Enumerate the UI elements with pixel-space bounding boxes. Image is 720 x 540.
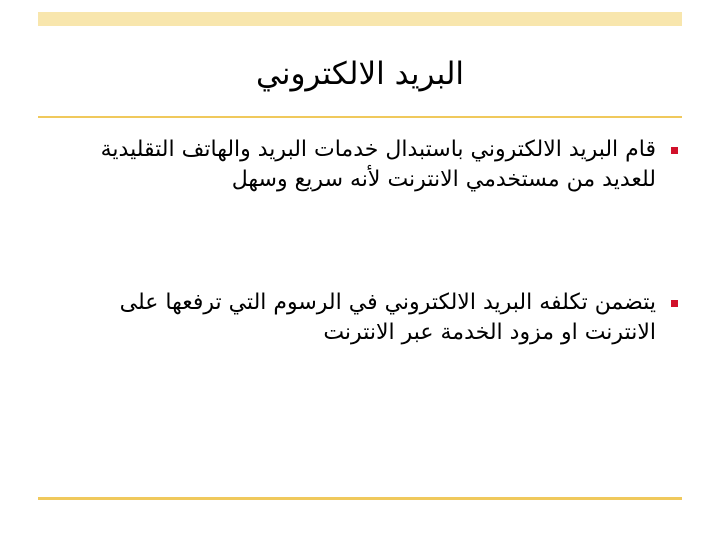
slide-title: البريد الالكتروني: [255, 56, 465, 92]
bottom-divider: [38, 497, 682, 500]
top-decorative-band: [38, 12, 682, 26]
bullet-text-2: [50, 288, 656, 348]
bullet-1-line-2: للعديد من مستخدمي الانترنت لأنه سريع وسهل: [231, 167, 656, 192]
square-bullet-icon: [671, 147, 678, 154]
bullet-2-line-2: الانترنت او مزود الخدمة عبر الانترنت: [323, 320, 656, 345]
bullet-text-1: [50, 135, 656, 195]
title-divider: [38, 116, 682, 118]
square-bullet-icon: [671, 300, 678, 307]
bullet-2-line-1: يتضمن تكلفه البريد الالكتروني في الرسوم التي ترفعها على: [119, 290, 656, 315]
bullet-1-line-1: قام البريد الالكتروني باستبدال خدمات البريد والهاتف التقليدية: [100, 137, 656, 162]
